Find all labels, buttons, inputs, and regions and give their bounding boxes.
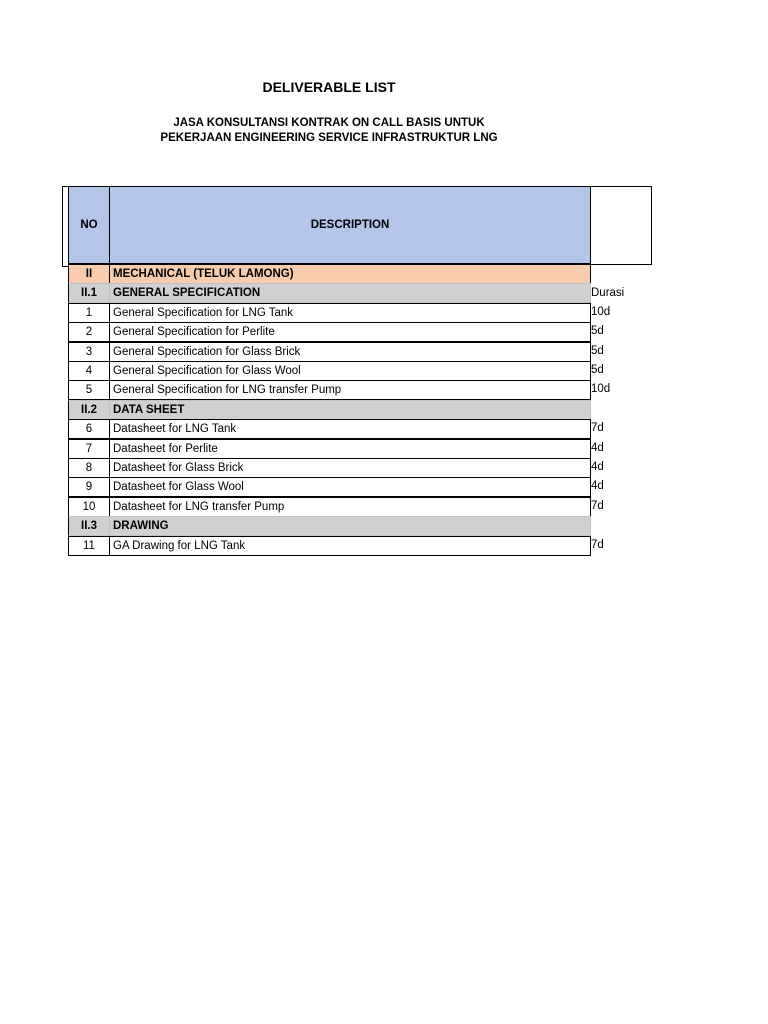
row-number: II.3 [68,516,110,536]
row-description: Datasheet for LNG transfer Pump [109,497,591,517]
row-description: DATA SHEET [109,400,591,420]
header-empty-cell [590,186,652,265]
row-duration: 4d [591,480,604,493]
row-description: General Specification for Glass Wool [109,361,591,381]
row-description: DRAWING [109,516,591,536]
row-description: Datasheet for Perlite [109,439,591,459]
row-number: 1 [68,303,110,323]
row-duration [591,400,651,420]
row-number: 10 [68,497,110,517]
row-duration: 7d [591,499,604,512]
header-description: DESCRIPTION [109,186,591,264]
row-number: 5 [68,380,110,400]
row-duration: 10d [591,383,611,396]
row-duration [591,516,651,536]
row-description: General Specification for LNG Tank [109,303,591,323]
row-number: 4 [68,361,110,381]
row-description: Datasheet for Glass Wool [109,477,591,497]
row-description: Datasheet for LNG Tank [109,419,591,439]
row-description: General Specification for LNG transfer Pump [109,380,591,400]
row-duration: 10d [591,305,611,318]
row-number: 9 [68,477,110,497]
row-description: Datasheet for Glass Brick [109,458,591,478]
row-number: 3 [68,342,110,362]
row-number: II [68,264,110,284]
row-description: General Specification for Perlite [109,322,591,342]
subtitle-line-1: JASA KONSULTANSI KONTRAK ON CALL BASIS UNTUK [173,117,485,129]
row-number: 2 [68,322,110,342]
row-number: 6 [68,419,110,439]
row-duration: Durasi [591,287,625,300]
row-duration [591,264,651,284]
row-number: II.2 [68,400,110,420]
row-number: 11 [68,536,110,556]
row-number: II.1 [68,283,110,303]
page-title: DELIVERABLE LIST [262,79,396,95]
row-duration: 4d [591,441,604,454]
row-description: GA Drawing for LNG Tank [109,536,591,556]
header-no: NO [68,186,110,264]
row-duration: 7d [591,538,604,551]
row-number: 8 [68,458,110,478]
row-duration: 5d [591,325,604,338]
row-duration: 5d [591,364,604,376]
row-description: GENERAL SPECIFICATION [109,283,591,303]
row-description: General Specification for Glass Brick [109,342,591,362]
row-description: MECHANICAL (TELUK LAMONG) [109,264,591,284]
row-number: 7 [68,439,110,459]
subtitle-line-2: PEKERJAAN ENGINEERING SERVICE INFRASTRUKTUR LNG [160,132,498,144]
row-duration: 4d [591,461,604,473]
row-duration: 5d [591,344,604,357]
row-duration: 7d [591,422,604,435]
